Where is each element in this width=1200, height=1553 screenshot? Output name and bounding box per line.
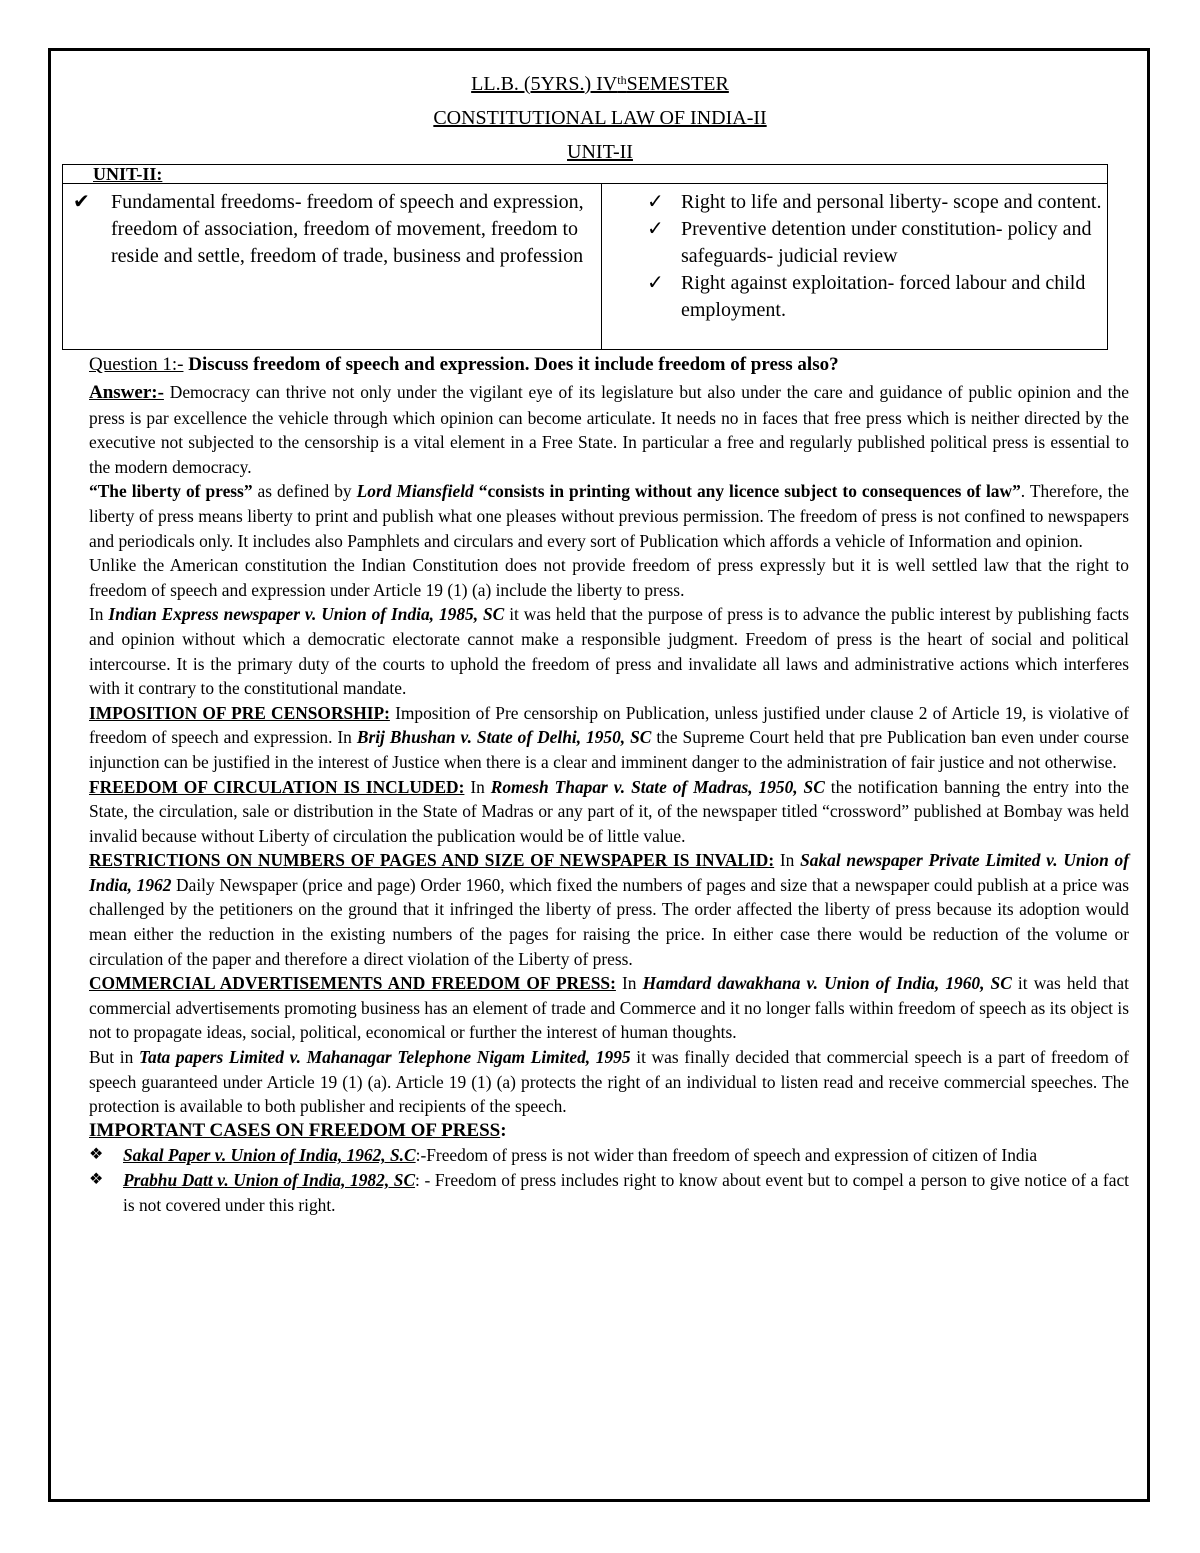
section-pre-censorship: IMPOSITION OF PRE CENSORSHIP: Imposition of Pre censorship on Publication, unless justified under clause 2 of Article 19, is violative of freedom of speech and expression. In Brij Bhushan v. State of Delhi, 1950, SC the Supreme Court held that pre Publication ban even under course injunction can be justified in the interest of Justice when there is a clear and imminent danger to the administration of fair justice and not otherwise. — [89, 702, 1129, 772]
diamond-bullet-icon: ❖ — [89, 1146, 104, 1164]
course-title: LL.B. (5YRS.) IVthSEMESTER — [471, 73, 729, 95]
unit-left-column — [73, 189, 595, 270]
answer-paragraph-2: “The liberty of press” as defined by Lord Miansfield “consists in printing without any licence subject to consequences of law”. Therefore, the liberty of press means liberty to print and publish what one pleases without previous permission. The freedom of press is not confined to newspapers and periodicals only. It includes also Pamphlets and circulars and every sort of Publication which affords a vehicle of Information and opinion. — [89, 481, 1129, 551]
subject-title: CONSTITUTIONAL LAW OF INDIA-II — [433, 107, 767, 129]
unit-item: ✓ Right to life and personal liberty- scope and content. — [681, 189, 1103, 216]
section-restrictions-on-pages: RESTRICTIONS ON NUMBERS OF PAGES AND SIZE OF NEWSPAPER IS INVALID: In Sakal newspaper Private Limited v. Union of India, 1962 Daily Newspaper (price and page) Order 1960, which fixed the numbers of pages and size that a newspaper could publish at a price was challenged by the petitioners on the ground that it infringed the liberty of press. The order affected the liberty of press because its adoption would mean either the reduction in the existing numbers of the pages for raising the price. In either case there would be reduction of the volume or circulation of the paper and therefore a direct violation of the Liberty of press. — [89, 850, 1129, 969]
unit-table — [62, 164, 1108, 350]
unit-item: ✔ Fundamental freedoms- freedom of speech and expression, freedom of association, freedom of movement, freedom to reside and settle, freedom of trade, business and profession — [73, 191, 584, 267]
important-case-item: ❖ Prabhu Datt v. Union of India, 1982, SC: - Freedom of press includes right to know about event but to compel a person to give notice of a fact is not covered under this right. — [89, 1170, 1129, 1215]
important-case-item: ❖ Sakal Paper v. Union of India, 1962, S.C:-Freedom of press is not wider than freedom of speech and expression of citizen of India — [89, 1143, 1129, 1168]
section-freedom-of-circulation: FREEDOM OF CIRCULATION IS INCLUDED: In Romesh Thapar v. State of Madras, 1950, SC the notification banning the entry into the State, the circulation, sale or distribution in the State of Madras or any part of it, of the newspaper titled “crossword” published at Bombay was held invalid because without Liberty of circulation the publication would be of little value. — [89, 776, 1130, 846]
answer-paragraph-3: Unlike the American constitution the Indian Constitution does not provide freedom of press expressly but it is well settled law that the right to freedom of speech and expression under Article 19 (1) (a) include the liberty to press. — [89, 555, 1129, 600]
unit-right-column — [647, 189, 1103, 324]
check-icon: ✓ — [647, 272, 664, 294]
unit-title: UNIT-II — [567, 141, 633, 163]
unit-table-title: UNIT-II: — [93, 164, 163, 184]
check-icon: ✔ — [73, 191, 90, 213]
section-important-cases-heading: IMPORTANT CASES ON FREEDOM OF PRESS: — [89, 1119, 507, 1141]
unit-item: ✓ Right against exploitation- forced labour and child employment. — [647, 272, 1086, 321]
section-tata-papers: But in Tata papers Limited v. Mahanagar Telephone Nigam Limited, 1995 it was finally decided that commercial speech is a part of freedom of speech guaranteed under Article 19 (1) (a). Article 19 (1) (a) protects the right of an individual to listen read and receive commercial speeches. The protection is available to both publisher and recipients of the speech. — [89, 1047, 1129, 1117]
check-icon: ✓ — [647, 218, 664, 240]
check-icon: ✓ — [647, 191, 664, 213]
diamond-bullet-icon: ❖ — [89, 1171, 104, 1188]
document-body — [89, 352, 1129, 1217]
unit-item: ✓ Preventive detention under constitution- policy and safeguards- judicial review — [647, 218, 1092, 267]
section-commercial-advertisements: COMMERCIAL ADVERTISEMENTS AND FREEDOM OF PRESS: In Hamdard dawakhana v. Union of India, 1960, SC it was held that commercial advertisements promoting business has an element of trade and Commerce and it no longer falls within freedom of speech as its object is not to propagate ideas, social, political, economical or further the interest of human thoughts. — [89, 973, 1129, 1043]
question-heading: Question 1:- Discuss freedom of speech and expression. Does it include freedom of press also? — [89, 354, 839, 375]
answer-paragraph-4: In Indian Express newspaper v. Union of India, 1985, SC it was held that the purpose of press is to advance the public interest by publishing facts and opinion without which a democratic electorate cannot make a responsible judgment. Freedom of press is the heart of social and political intercourse. It is the primary duty of the courts to uphold the freedom of press and invalidate all laws and administrative actions which interferes with it contrary to the constitutional mandate. — [89, 604, 1129, 699]
answer-paragraph-1: Answer:- Democracy can thrive not only under the vigilant eye of its legislature but also under the care and guidance of public opinion and the press is par excellence the vehicle through which opinion can become articulate. It needs no in faces that free press which is neither directed by the executive not subjected to the censorship is a vital element in a Free State. In particular a free and regularly published political press is essential to the modern democracy. — [89, 382, 1129, 477]
